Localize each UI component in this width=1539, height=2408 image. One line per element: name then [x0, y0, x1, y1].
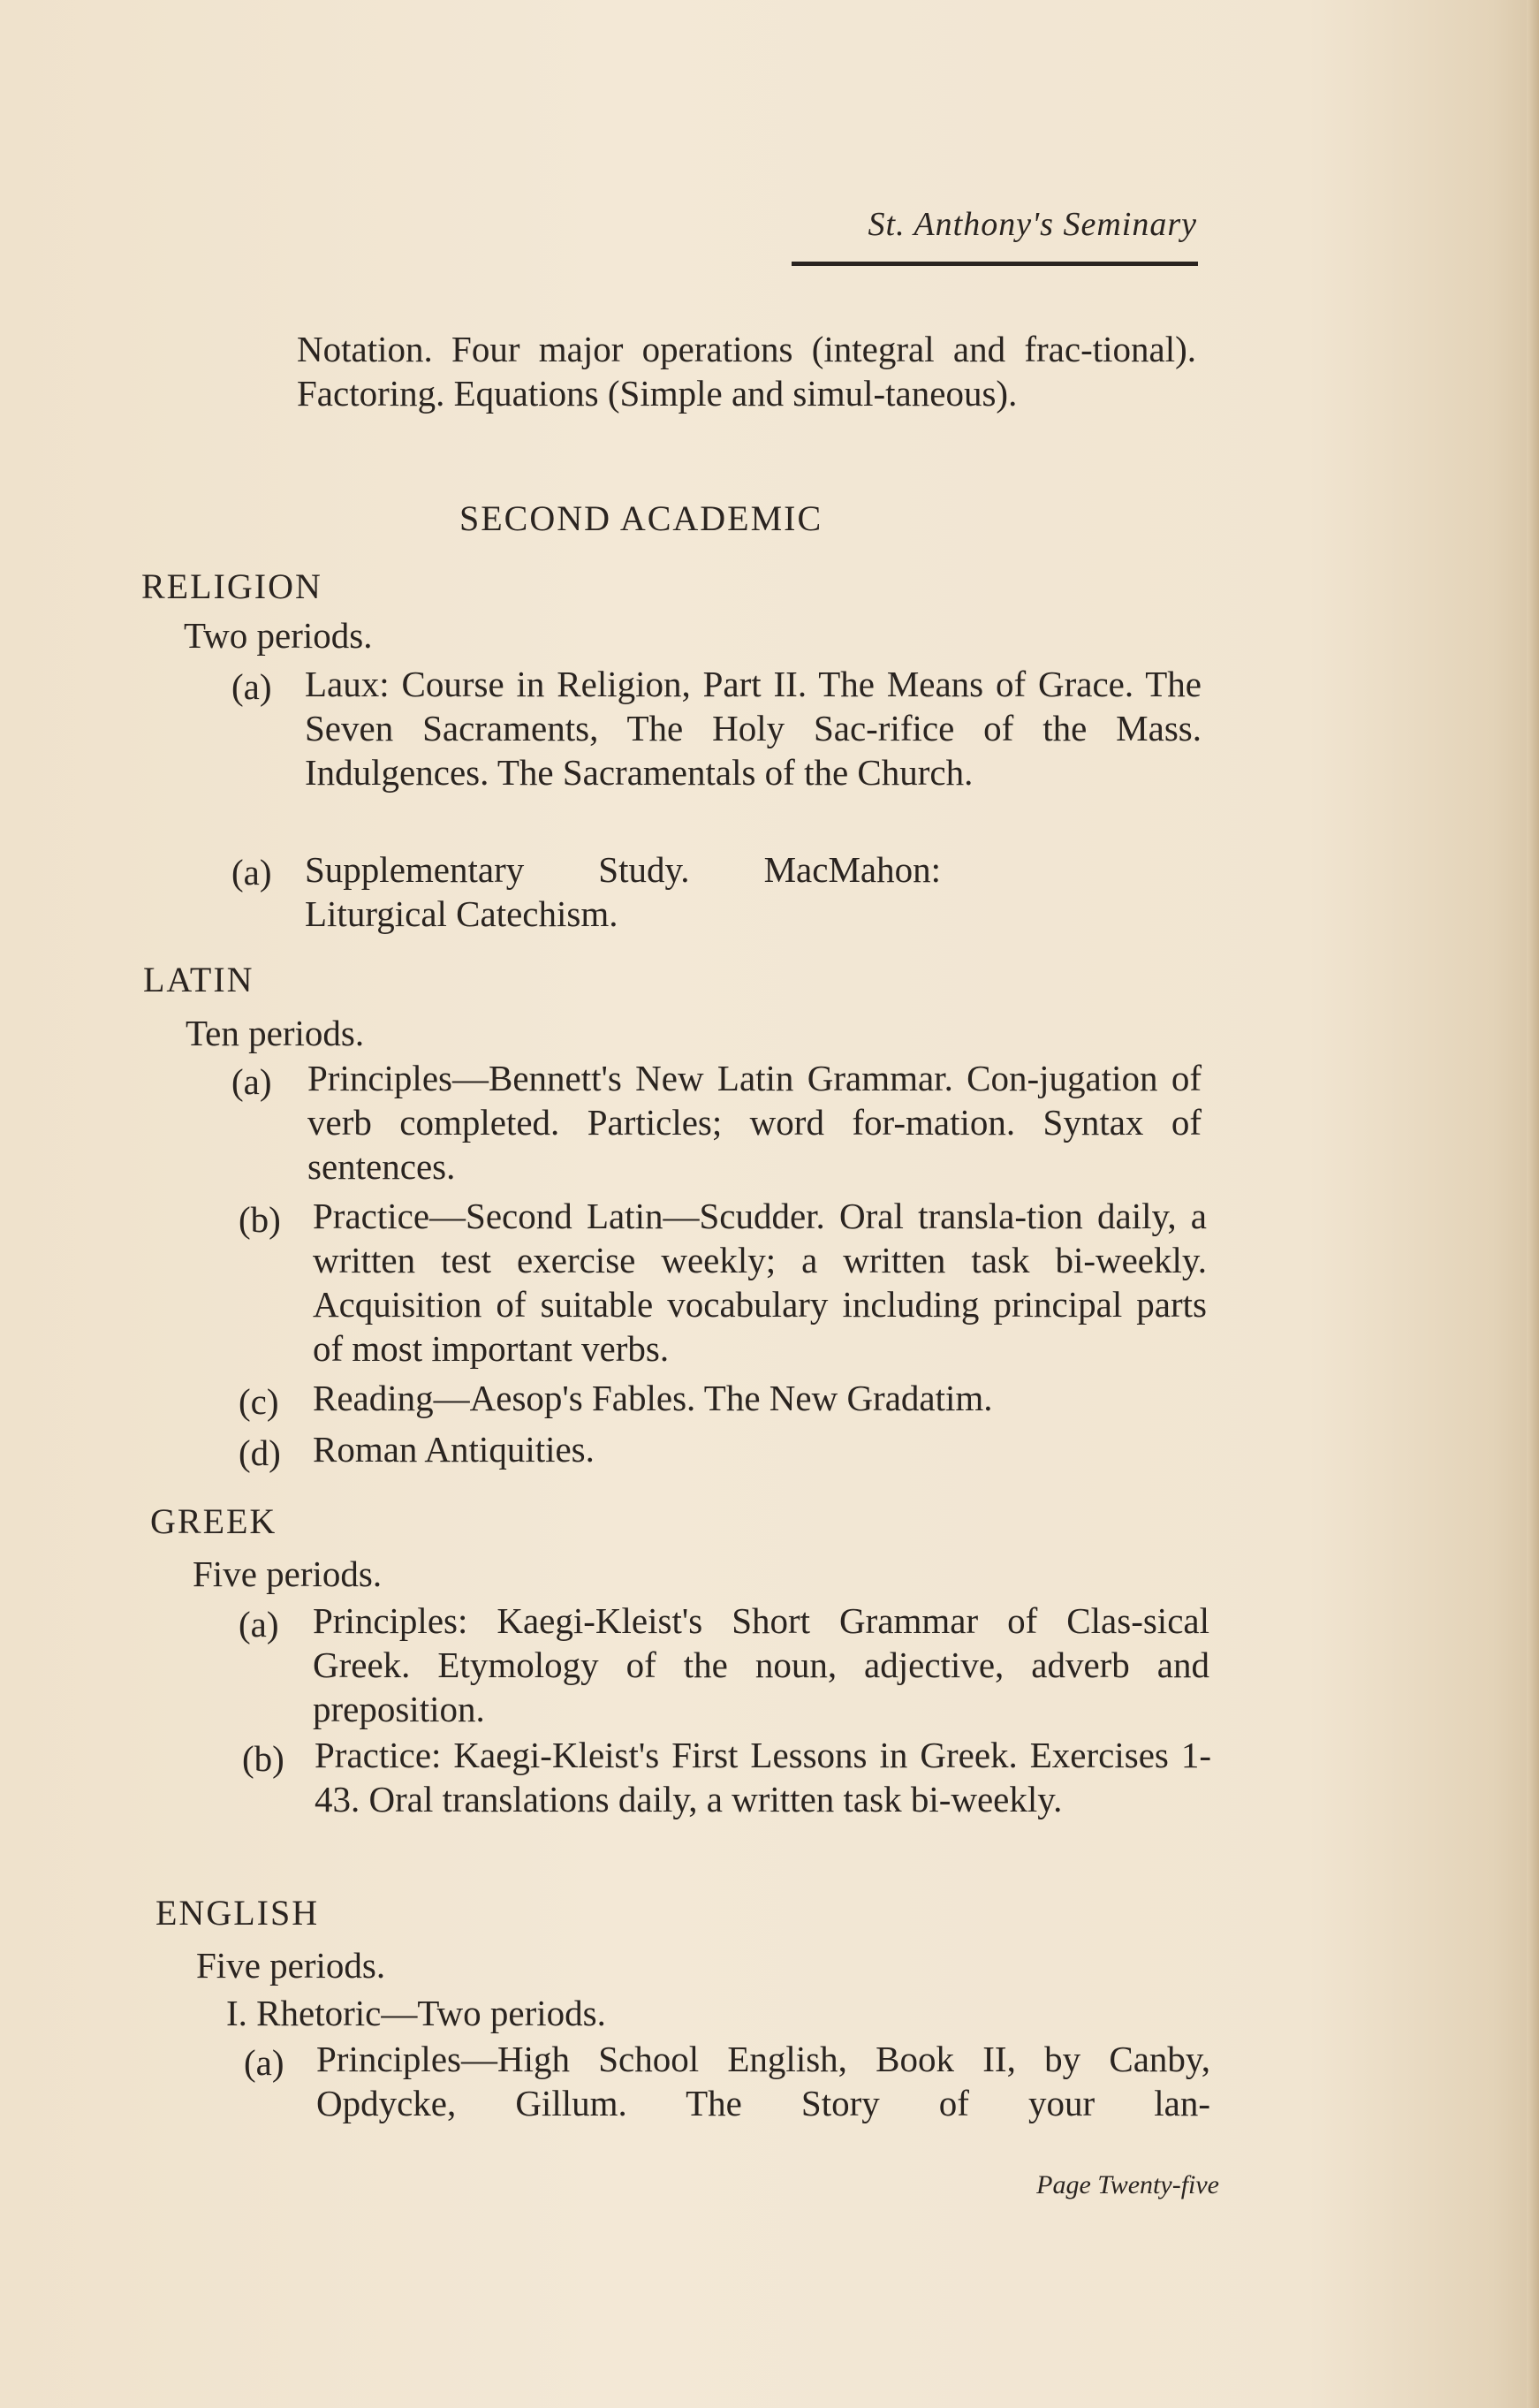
latin-heading: LATIN: [143, 960, 254, 999]
latin-periods: Ten periods.: [186, 1013, 365, 1053]
religion-heading: RELIGION: [141, 566, 322, 606]
latin-item-text: Principles—Bennett's New Latin Grammar. Con-jugation of verb completed. Particles; word for-mation. Syntax of sentences.: [307, 1058, 1202, 1187]
running-head: St. Anthony's Seminary: [868, 206, 1197, 243]
religion-periods: Two periods.: [184, 615, 373, 656]
english-heading: ENGLISH: [155, 1893, 320, 1933]
latin-item-text: Reading—Aesop's Fables. The New Gradatim.: [313, 1378, 993, 1418]
page-edge: [1527, 0, 1539, 2408]
latin-item-text: Practice—Second Latin—Scudder. Oral transla-tion daily, a written test exercise weekly; a written task bi-weekly. Acquisition of suitable vocabulary including principal parts of most important verbs.: [313, 1196, 1207, 1369]
greek-item-text: Practice: Kaegi-Kleist's First Lessons in Greek. Exercises 1-43. Oral translations daily, a written task bi-weekly.: [315, 1735, 1211, 1819]
greek-item-text: Principles: Kaegi-Kleist's Short Grammar of Clas-sical Greek. Etymology of the noun, adjective, adverb and preposition.: [313, 1600, 1209, 1729]
latin-item-label: (b): [239, 1199, 281, 1240]
religion-item-text: Laux: Course in Religion, Part II. The Means of Grace. The Seven Sacraments, The Holy Sac-rifice of the Mass. Indulgences. The Sacramentals of the Church.: [305, 664, 1202, 793]
greek-item-label: (a): [239, 1604, 279, 1645]
page-number: Page Twenty-five: [1036, 2170, 1219, 2199]
section-title: SECOND ACADEMIC: [459, 498, 823, 538]
religion-item-label: (a): [231, 666, 272, 707]
greek-heading: GREEK: [150, 1501, 277, 1541]
greek-item-label: (b): [242, 1738, 284, 1779]
english-periods: Five periods.: [196, 1945, 386, 1986]
religion-item-label: (a): [231, 852, 272, 893]
english-item-label: (a): [244, 2042, 284, 2083]
latin-item-label: (c): [239, 1381, 279, 1422]
running-head-rule: [792, 262, 1198, 266]
english-item-text: Principles—High School English, Book II, by Canby, Opdycke, Gillum. The Story of your lan-: [316, 2039, 1210, 2123]
latin-item-label: (d): [239, 1432, 281, 1473]
greek-periods: Five periods.: [193, 1553, 383, 1594]
intro-paragraph: Notation. Four major operations (integral and frac-tional). Factoring. Equations (Simple and simul-taneous).: [297, 329, 1196, 414]
latin-item-label: (a): [231, 1061, 272, 1102]
latin-item-text: Roman Antiquities.: [313, 1429, 595, 1470]
religion-item-text: Supplementary Study. MacMahon: Liturgical Catechism.: [305, 849, 941, 934]
english-subsection: I. Rhetoric—Two periods.: [226, 1993, 606, 2033]
